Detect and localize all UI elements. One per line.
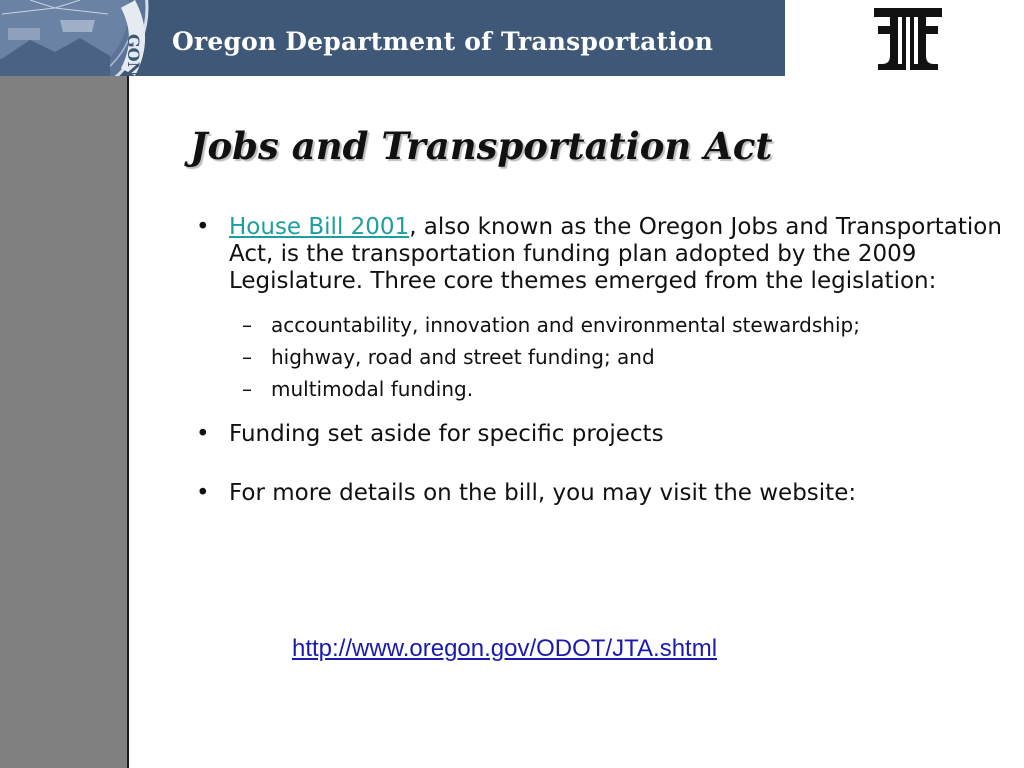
sub-item-highway [242, 345, 1008, 369]
sub-dash: – [242, 313, 252, 337]
sub-item-multimodal [242, 377, 1008, 401]
bullet-house-bill [196, 214, 1008, 295]
sub-item-text: multimodal funding. [271, 377, 474, 401]
bullet-dot: • [196, 421, 210, 447]
bullet-funding [196, 421, 1008, 448]
slide-title: Jobs and Transportation Act [190, 124, 773, 168]
sub-dash: – [242, 377, 252, 401]
agency-name: Oregon Department of Transportation [172, 27, 714, 56]
oregon-state-seal-icon [0, 0, 160, 76]
jta-website-link[interactable]: http://www.oregon.gov/ODOT/JTA.shtml [292, 635, 718, 662]
left-sidebar-band [0, 76, 129, 768]
sub-item-text: highway, road and street funding; and [271, 345, 655, 369]
slide-body [196, 214, 1008, 507]
sub-dash: – [242, 345, 252, 369]
bullet-text: For more details on the bill, you may visit the website: [229, 480, 857, 506]
bullet-text: Funding set aside for specific projects [229, 421, 664, 447]
sub-item-text: accountability, innovation and environmental stewardship; [271, 313, 860, 337]
svg-text:GON: GON [124, 34, 143, 76]
bullet-dot: • [196, 480, 210, 506]
header-band [0, 0, 785, 76]
bullet-text: , also known as the Oregon Jobs and Transportation Act, is the transportation funding plan adopted by the 2009 Legislature. Three core themes emerged from the legislation: [229, 214, 1002, 294]
bullet-dot: • [196, 214, 210, 240]
bullet-website [196, 480, 1008, 507]
core-themes-list [242, 313, 1008, 401]
house-bill-link[interactable]: House Bill 2001 [229, 214, 410, 240]
sub-item-accountability [242, 313, 1008, 337]
odot-logo-icon [870, 4, 946, 72]
